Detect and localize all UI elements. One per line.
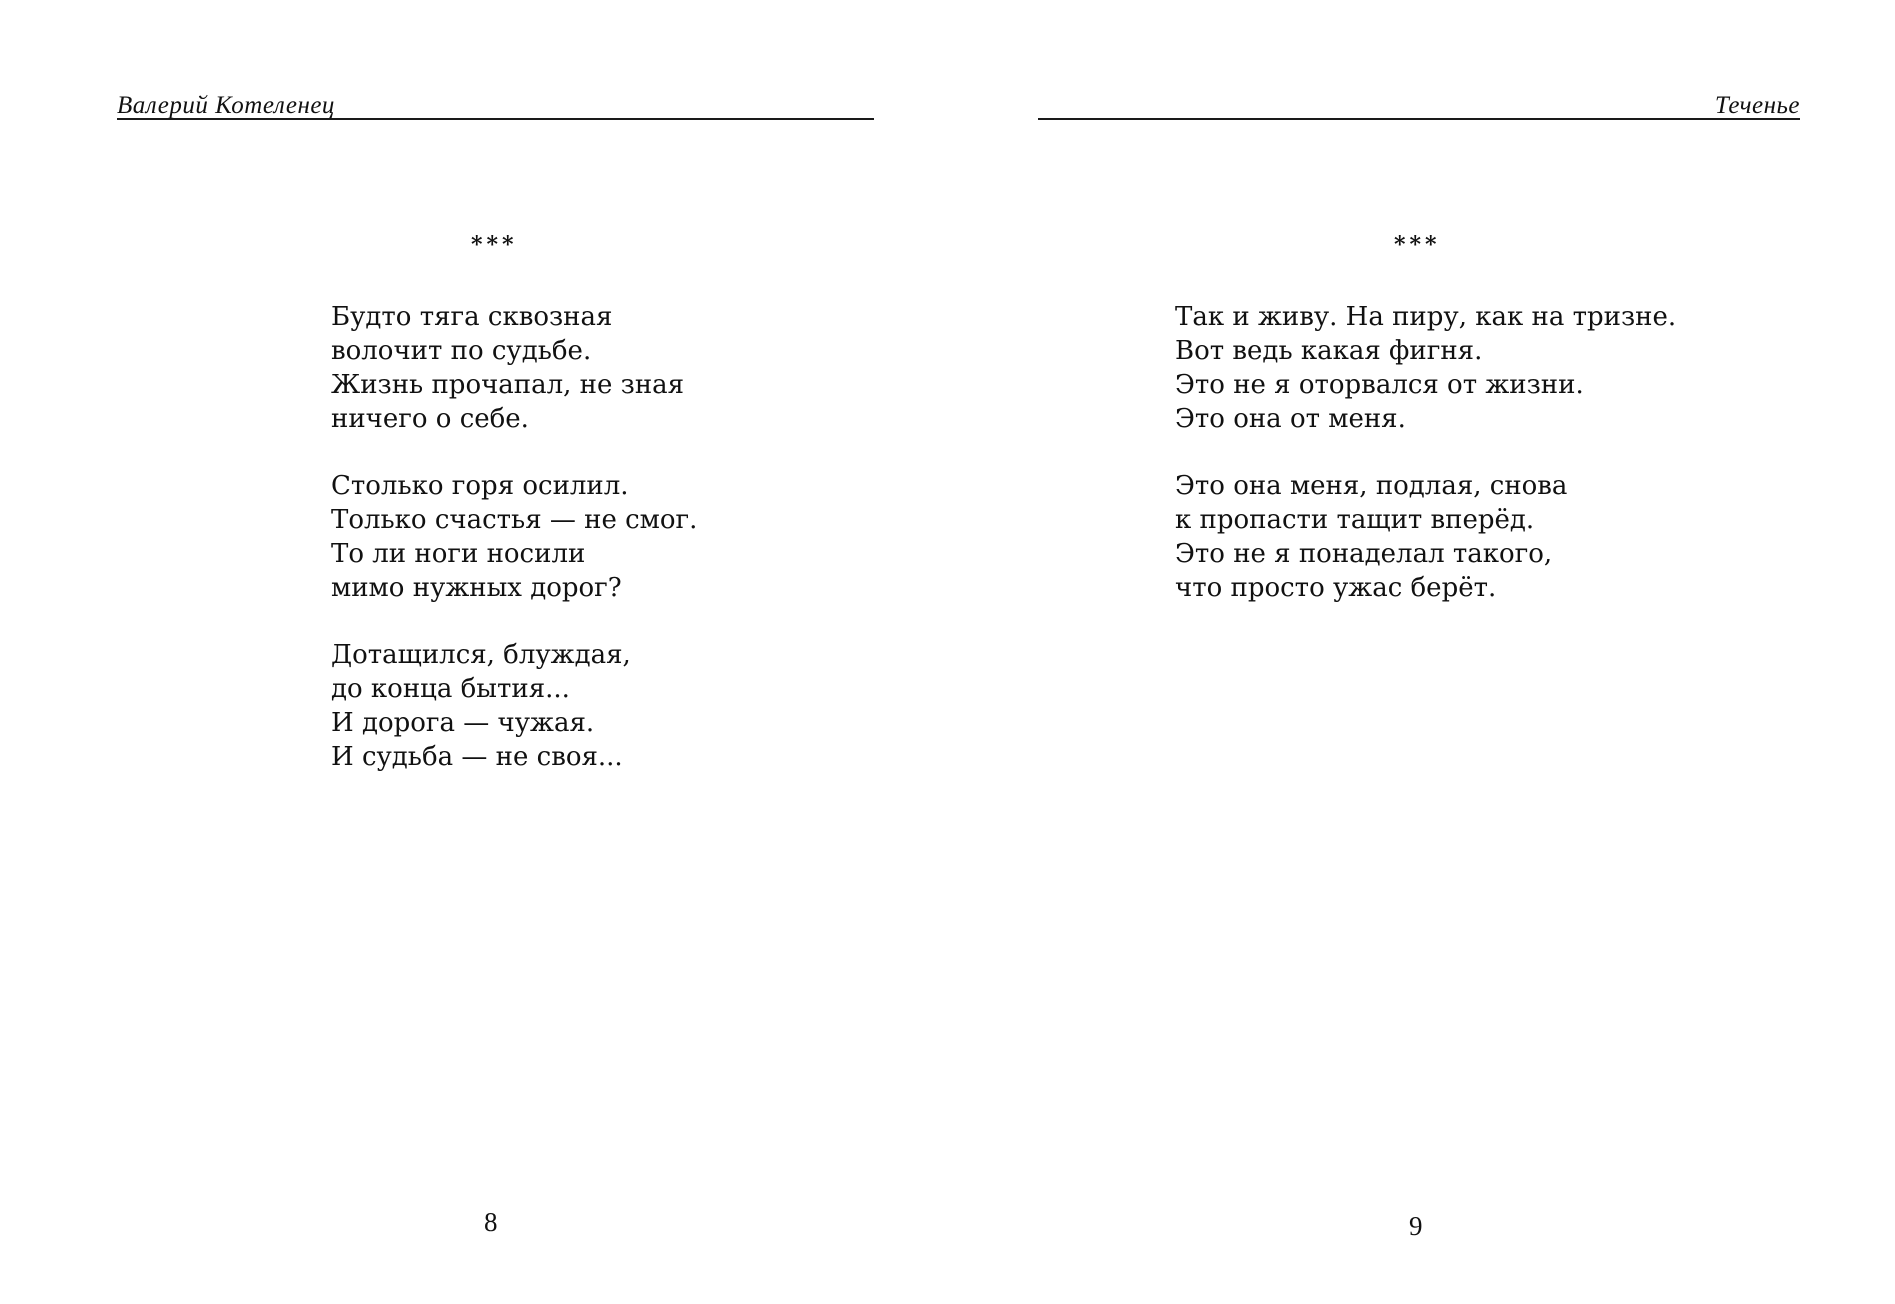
poem: [331, 300, 697, 807]
stanza: [331, 469, 697, 605]
poem-line: мимо нужных дорог?: [331, 573, 622, 603]
poem-line: волочит по судьбе.: [331, 336, 592, 366]
poem-line: Вот ведь какая фигня.: [1175, 336, 1483, 366]
right-page: [948, 0, 1895, 1304]
poem-line: Жизнь прочапал, не зная: [331, 370, 685, 400]
stanza: [1175, 469, 1676, 605]
page-number: 8: [484, 1207, 498, 1237]
running-head-title: Теченье: [1714, 92, 1800, 119]
poem: [1175, 300, 1676, 638]
poem-line: Так и живу. На пиру, как на тризне.: [1175, 302, 1677, 332]
poem-line: к пропасти тащит вперёд.: [1175, 505, 1535, 535]
poem-line: Это не я оторвался от жизни.: [1175, 370, 1584, 400]
poem-line: То ли ноги носили: [331, 539, 586, 569]
stanza: [331, 638, 697, 774]
poem-line: до конца бытия...: [331, 674, 570, 704]
stanza: [331, 300, 697, 436]
poem-line: Это она от меня.: [1175, 404, 1406, 434]
header-rule: [117, 118, 874, 120]
poem-line: Дотащился, блуждая,: [331, 640, 631, 670]
poem-line: Это не я понаделал такого,: [1175, 539, 1553, 569]
poem-line: Только счастья — не смог.: [331, 505, 698, 535]
poem-line: Столько горя осилил.: [331, 471, 629, 501]
poem-line: И судьба — не своя...: [331, 742, 623, 772]
poem-line: Будто тяга сквозная: [331, 302, 613, 332]
poem-line: И дорога — чужая.: [331, 708, 595, 738]
section-separator: ***: [471, 232, 518, 258]
poem-line: ничего о себе.: [331, 404, 529, 434]
poem-line: что просто ужас берёт.: [1175, 573, 1497, 603]
header-rule: [1038, 118, 1800, 120]
running-head-author: Валерий Котеленец: [117, 92, 335, 119]
page-number: 9: [1409, 1211, 1423, 1241]
poem-line: Это она меня, подлая, снова: [1175, 471, 1568, 501]
section-separator: ***: [1394, 232, 1441, 258]
stanza: [1175, 300, 1676, 436]
